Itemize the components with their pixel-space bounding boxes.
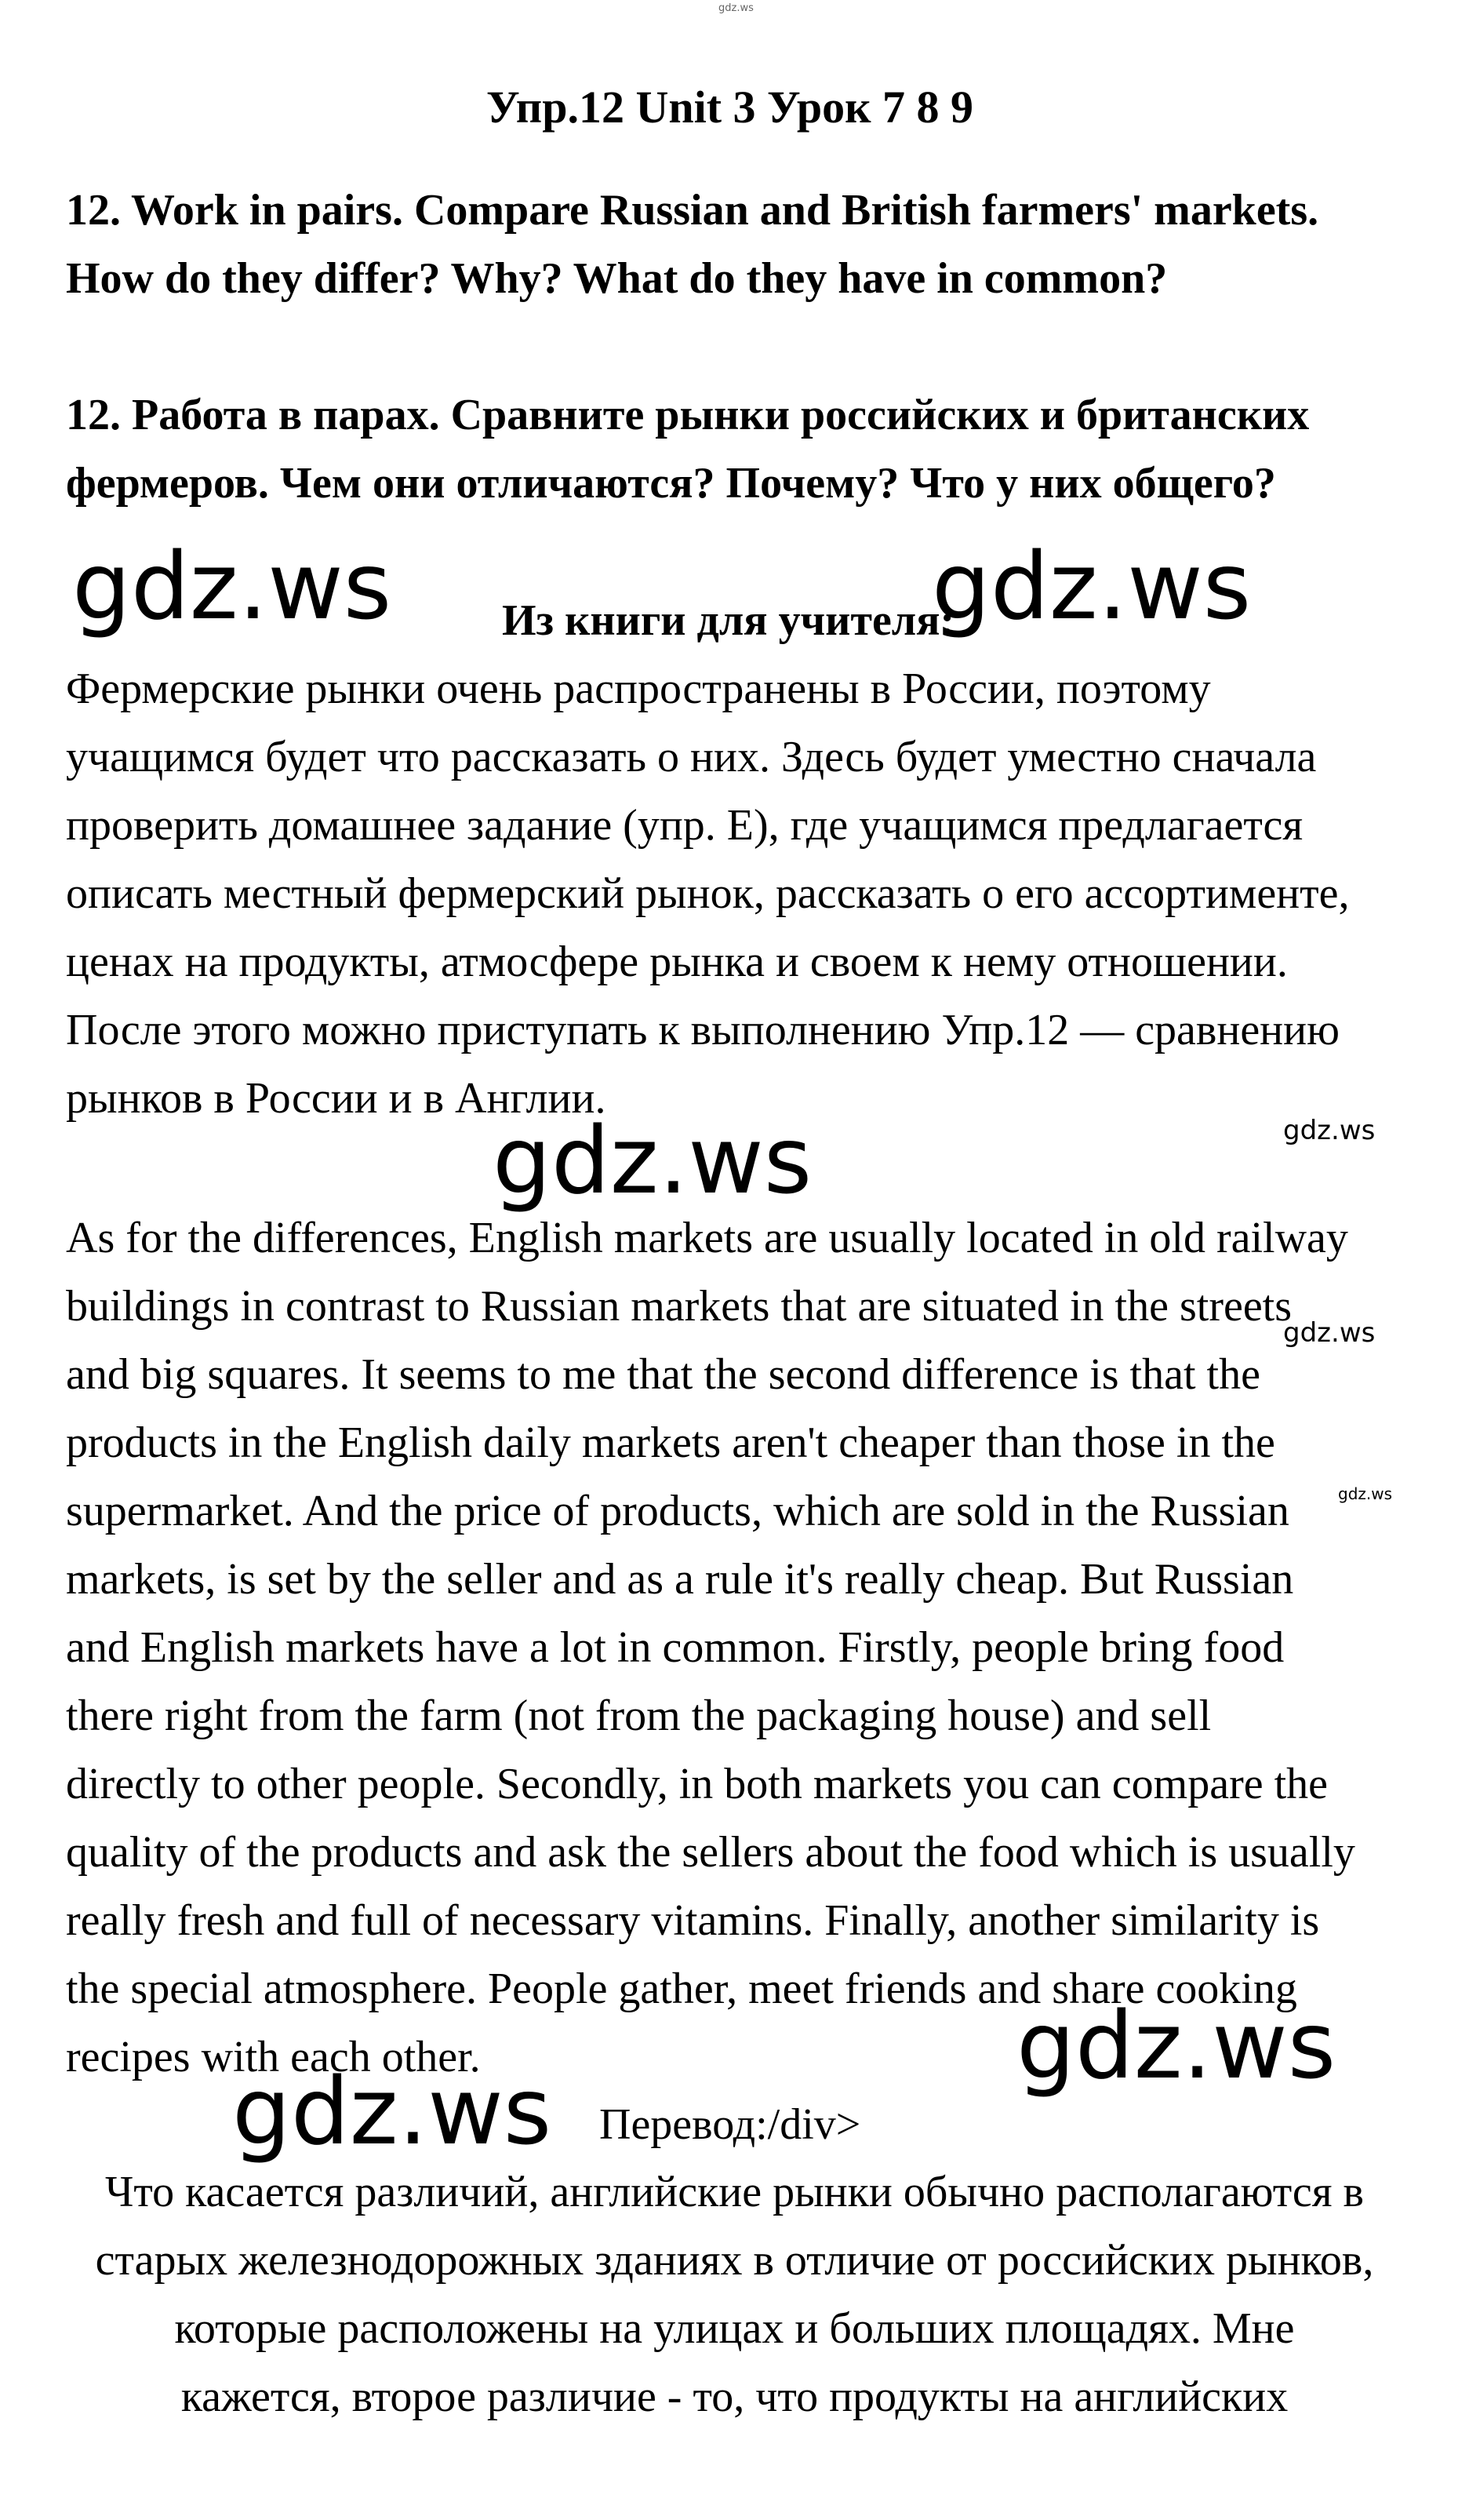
answer-line-3: and big squares. It seems to me that the second difference is that the	[66, 1350, 1260, 1399]
answer-line-1: As for the differences, English markets are usually located in old railway	[66, 1214, 1348, 1262]
answer-line-11: really fresh and full of necessary vitamins. Finally, another similarity is	[66, 1896, 1320, 1945]
page-title: Упр.12 Unit 3 Урок 7 8 9	[486, 82, 974, 133]
top-watermark: gdz.ws	[718, 2, 754, 14]
answer-line-13: recipes with each other.	[66, 2033, 481, 2081]
teacher-book-line-1: Фермерские рынки очень распространены в России, поэтому	[66, 665, 1211, 713]
teacher-book-line-7: рынков в России и в Англии.	[66, 1074, 606, 1123]
teacher-book-line-3: проверить домашнее задание (упр. Е), где учащимся предлагается	[66, 801, 1304, 850]
watermark-tiny-1: gdz.ws	[1338, 1484, 1393, 1503]
task-ru-line-2: фермеров. Чем они отличаются? Почему? Что у них общего?	[66, 459, 1276, 508]
watermark-big-4: gdz.ws	[1016, 1991, 1336, 2099]
answer-line-6: markets, is set by the seller and as a rule it's really cheap. But Russian	[66, 1555, 1294, 1604]
answer-line-9: directly to other people. Secondly, in both markets you can compare the	[66, 1760, 1328, 1808]
translation-heading: Перевод:/div>	[599, 2100, 861, 2149]
watermark-big-5: gdz.ws	[232, 2057, 552, 2165]
watermark-big-2: gdz.ws	[932, 532, 1252, 640]
answer-line-10: quality of the products and ask the sellers about the food which is usually	[66, 1828, 1355, 1877]
translation-line-3: которые расположены на улицах и больших площадях. Мне	[174, 2304, 1295, 2353]
task-en-line-2: How do they differ? Why? What do they have in common?	[66, 254, 1168, 303]
translation-line-2: старых железнодорожных зданиях в отличие от российских рынков,	[95, 2236, 1374, 2285]
task-en-line-1: 12. Work in pairs. Compare Russian and British farmers' markets.	[66, 186, 1319, 235]
teacher-book-line-2: учащимся будет что рассказать о них. Здесь будет уместно сначала	[66, 733, 1317, 781]
teacher-book-line-6: После этого можно приступать к выполнению Упр.12 — сравнению	[66, 1006, 1340, 1054]
watermark-big-1: gdz.ws	[72, 532, 392, 640]
teacher-book-heading: Из книги для учителя:	[502, 596, 955, 645]
watermark-small-2: gdz.ws	[1283, 1317, 1376, 1349]
teacher-book-line-5: ценах на продукты, атмосфере рынка и своем к нему отношении.	[66, 938, 1288, 986]
watermark-small-1: gdz.ws	[1283, 1115, 1376, 1146]
answer-line-12: the special atmosphere. People gather, meet friends and share cooking	[66, 1965, 1297, 2013]
answer-line-5: supermarket. And the price of products, which are sold in the Russian	[66, 1487, 1289, 1535]
task-ru-line-1: 12. Работа в парах. Сравните рынки российских и британских	[66, 391, 1310, 439]
translation-line-4: кажется, второе различие - то, что продукты на английских	[180, 2373, 1289, 2421]
answer-line-7: and English markets have a lot in common. Firstly, people bring food	[66, 1623, 1285, 1672]
answer-line-4: products in the English daily markets aren't cheaper than those in the	[66, 1418, 1275, 1467]
teacher-book-line-4: описать местный фермерский рынок, рассказать о его ассортименте,	[66, 869, 1350, 918]
answer-line-2: buildings in contrast to Russian markets that are situated in the streets	[66, 1282, 1293, 1331]
watermark-big-3: gdz.ws	[493, 1106, 813, 1214]
answer-line-8: there right from the farm (not from the packaging house) and sell	[66, 1692, 1212, 1740]
translation-line-1: Что касается различий, английские рынки обычно располагаются в	[105, 2168, 1364, 2216]
